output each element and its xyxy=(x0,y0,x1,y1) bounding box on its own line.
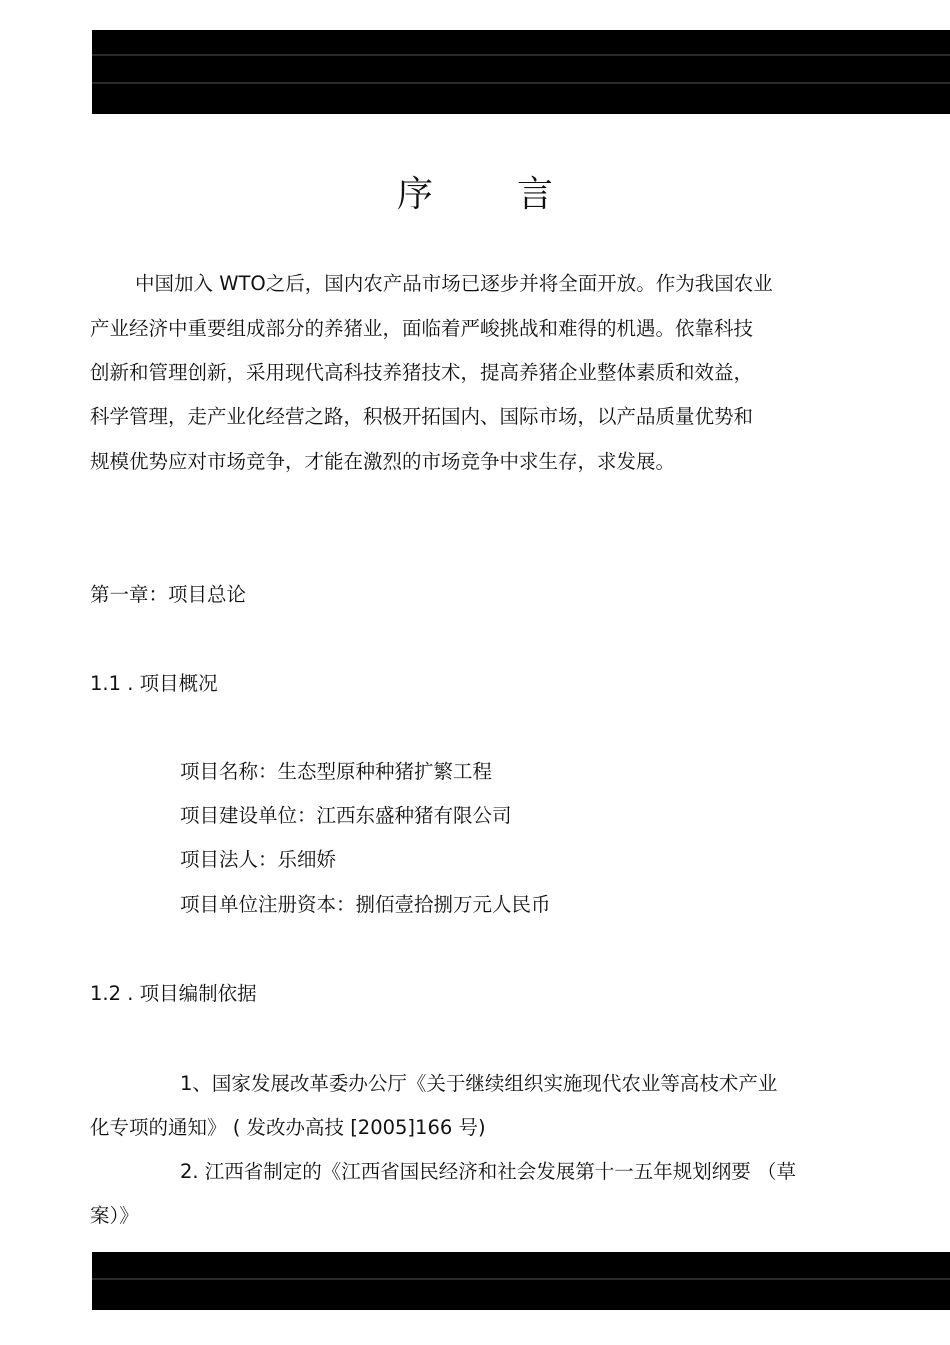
project-info-line: 项目法人：乐细娇 xyxy=(180,848,337,871)
preface-line: 科学管理，走产业化经营之路，积极开拓国内、国际市场，以产品质量优势和 xyxy=(90,405,754,428)
preface-title-char-1: 序 xyxy=(396,174,433,215)
preface-line: 中国加入 WTO之后，国内农产品市场已逐步并将全面开放。作为我国农业 xyxy=(135,272,773,295)
basis-line: 1、国家发展改革委办公厅《关于继续组织实施现代农业等高枝术产业 xyxy=(180,1072,778,1095)
section-heading: 1.1 . 项目概况 xyxy=(90,672,218,695)
basis-line: 案）》 xyxy=(90,1204,139,1227)
project-info-line: 项目名称：生态型原种种猪扩繁工程 xyxy=(180,760,493,783)
project-info-line: 项目单位注册资本：捌佰壹拾捌万元人民币 xyxy=(180,893,551,916)
preface-line: 规模优势应对市场竞争，才能在激烈的市场竞争中求生存，求发展。 xyxy=(90,450,676,473)
basis-line: 2. 江西省制定的《江西省国民经济和社会发展第十一五年规划纲要 （草 xyxy=(180,1160,797,1183)
basis-line: 化专项的通知》 ( 发改办高技 [2005]166 号) xyxy=(90,1116,486,1139)
preface-title-char-2: 言 xyxy=(517,174,554,215)
chapter-heading: 第一章：项目总论 xyxy=(90,583,247,606)
project-info-line: 项目建设单位：江西东盛种猪有限公司 xyxy=(180,804,512,827)
preface-line: 创新和管理创新，采用现代高科技养猪技术，提高养猪企业整体素质和效益， xyxy=(90,361,754,384)
redacted-footer-block xyxy=(92,1252,950,1310)
preface-title xyxy=(0,166,950,217)
redacted-header-block xyxy=(92,30,950,114)
section-heading: 1.2 . 项目编制依据 xyxy=(90,982,257,1005)
preface-line: 产业经济中重要组成部分的养猪业，面临着严峻挑战和难得的机遇。依靠科技 xyxy=(90,317,754,340)
